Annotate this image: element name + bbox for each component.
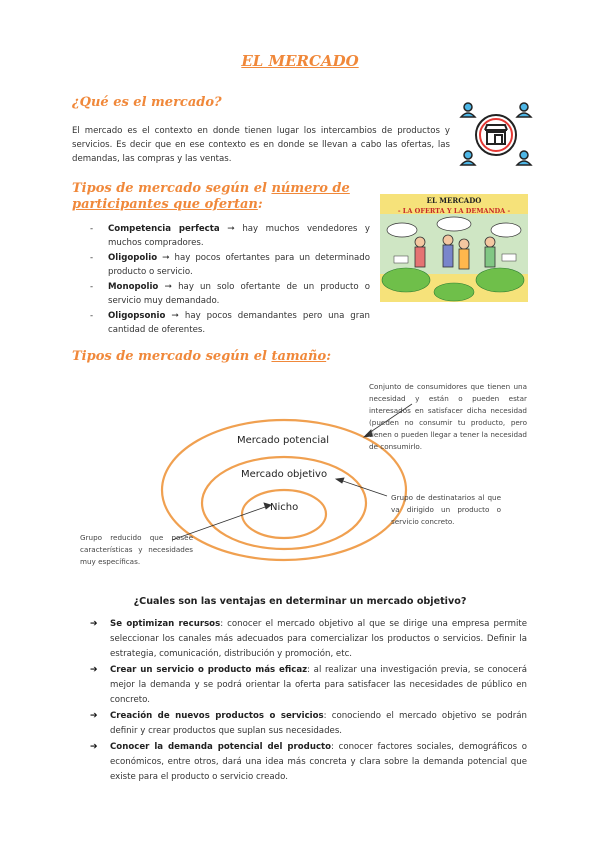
item-term: Crear un servicio o producto más eficaz (110, 665, 308, 675)
note-mercado-objetivo: Grupo de destinatarios al que va dirigido un producto o servicio concreto. (391, 493, 501, 526)
list-item (90, 617, 527, 662)
label-mercado-potencial: Mercado potencial (237, 435, 330, 446)
arrow-right-icon: ➞ (171, 311, 179, 321)
item-term: Conocer la demanda potencial del producto (110, 742, 332, 752)
inner-circle-nicho (242, 490, 326, 538)
list-item (90, 740, 527, 785)
item-term: Oligopsonio (108, 311, 166, 321)
arrow-right-icon: ➞ (164, 282, 172, 292)
advantages-question: ¿Cuales son las ventajas en determinar un mercado objetivo? (133, 596, 467, 607)
section-paragraph-que-es: El mercado es el contexto en donde tienen lugar los intercambios de productos y servicios. Es decir que en ese contexto es en donde se llevan a cabo las ofertas, las demandas, las compras y las ventas. (72, 126, 450, 164)
arrow-bullet-icon: ➔ (90, 665, 98, 675)
heading-suffix: : (326, 349, 331, 364)
arrow-bullet-icon: ➔ (90, 619, 98, 629)
arrow-right-icon: ➞ (162, 253, 170, 263)
heading-prefix: Tipos de mercado según el (72, 349, 272, 364)
label-nicho: Nicho (270, 502, 299, 513)
arrow-bullet-icon: ➔ (90, 742, 98, 752)
item-text: : al realizar una investigación previa, se conocerá mejor la demanda y se podrá orientar la oferta para satisfacer las necesidades de público en concreto. (110, 665, 527, 705)
arrow-bullet-icon: ➔ (90, 711, 98, 721)
cartoon-subtitle: - LA OFERTA Y LA DEMANDA - (397, 207, 511, 215)
list-item (90, 663, 527, 708)
item-text: hay un solo ofertante de un producto o servicio muy demandado. (108, 282, 370, 306)
item-term: Se optimizan recursos (110, 619, 221, 629)
note-nicho: Grupo reducido que posee características y necesidades muy específicas. (80, 533, 193, 566)
note-mercado-potencial: Conjunto de consumidores que tienen una necesidad y están o pueden estar interesados en satisfacer dicha necesidad (pueden no consumir tu producto, pero tienen o pueden llegar a tener la necesidad de consumirlo. (369, 382, 527, 451)
heading-underlined: número de participantes que ofertan (72, 181, 350, 212)
page-title: EL MERCADO (241, 52, 359, 70)
heading-suffix: : (257, 197, 263, 212)
item-term: Creación de nuevos productos o servicios (110, 711, 324, 721)
item-text: hay muchos vendedores y muchos compradores. (108, 224, 370, 248)
label-mercado-objetivo: Mercado objetivo (241, 469, 328, 480)
arrow-right-icon: ➞ (227, 224, 235, 234)
item-text: : conocer factores sociales, demográficos o económicos, entre otros, dará una idea más concreta y clara sobre la demanda potencial que existe para el producto o servicio creado. (110, 742, 527, 782)
item-text: : conocer el mercado objetivo al que se dirige una empresa permite seleccionar los canales más adecuados para comercializar los productos o servicios. Definir la estrategia, comunicación, distribución y promoción, etc. (110, 619, 527, 659)
item-term: Oligopolio (108, 253, 158, 263)
cartoon-title: EL MERCADO (426, 196, 482, 205)
item-text: hay pocos ofertantes para un determinado producto o servicio. (108, 253, 370, 277)
heading-prefix: Tipos de mercado según el (72, 181, 272, 196)
list-item (90, 709, 527, 739)
item-term: Competencia perfecta (108, 224, 220, 234)
item-text: hay pocos demandantes pero una gran cantidad de oferentes. (108, 311, 370, 335)
heading-underlined: tamaño (271, 349, 327, 364)
section-heading-que-es: ¿Qué es el mercado? (72, 95, 222, 110)
item-text: : conociendo el mercado objetivo se podrán definir y crear productos que suplan sus necesidades. (110, 711, 527, 736)
advantages-list (90, 617, 527, 786)
item-term: Monopolio (108, 282, 159, 292)
